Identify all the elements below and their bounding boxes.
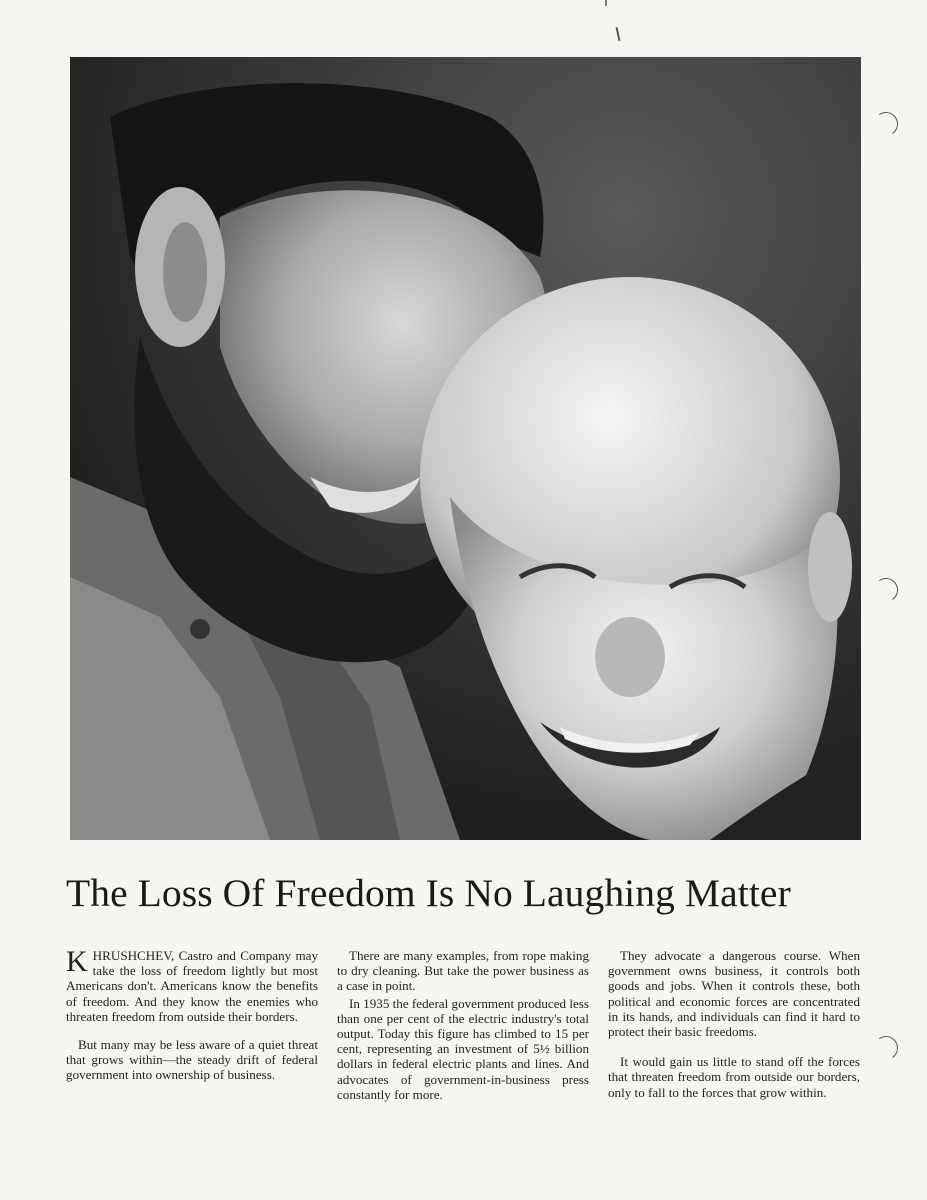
paragraph: It would gain us little to stand off the forces that threaten freedom from outside our borders, only to fall to the forces that grow within. bbox=[608, 1054, 860, 1100]
paragraph bbox=[66, 945, 318, 1024]
paper-speck bbox=[605, 0, 607, 6]
binder-hole-mark bbox=[872, 1034, 900, 1062]
paragraph: There are many examples, from rope making to dry cleaning. But take the power business as a case in point. bbox=[337, 948, 589, 994]
binder-hole-mark bbox=[872, 576, 900, 604]
paragraph: They advocate a dangerous course. When government owns business, it controls both goods and jobs. When it controls these, both political and economic forces are concentrated in its hands, and individuals can find it hard to protect their basic freedoms. bbox=[608, 948, 860, 1040]
binder-hole-mark bbox=[872, 110, 900, 138]
headline: The Loss Of Freedom Is No Laughing Matter bbox=[66, 871, 791, 915]
drop-cap: K bbox=[66, 945, 88, 978]
text-column-1 bbox=[66, 945, 318, 1098]
paragraph-text: HRUSHCHEV, Castro and Company may take the loss of freedom lightly but most Americans don't. Americans know the benefits of freedom. And they know the enemies who threaten freedom from outside their borders. bbox=[66, 948, 318, 1024]
text-column-2 bbox=[337, 948, 589, 1117]
news-photo bbox=[70, 57, 861, 840]
photo-illustration bbox=[70, 57, 861, 840]
paper-speck bbox=[616, 27, 621, 41]
text-column-3 bbox=[608, 948, 860, 1115]
paragraph: In 1935 the federal government produced less than one per cent of the electric industry's total output. Today this figure has climbed to 15 per cent, representing an investment of 5½ billion dollars in federal electric plants and lines. And advocates of government-in-business press constantly for more. bbox=[337, 995, 589, 1102]
paragraph: But many may be less aware of a quiet threat that grows within—the steady drift of federal government into ownership of business. bbox=[66, 1037, 318, 1083]
